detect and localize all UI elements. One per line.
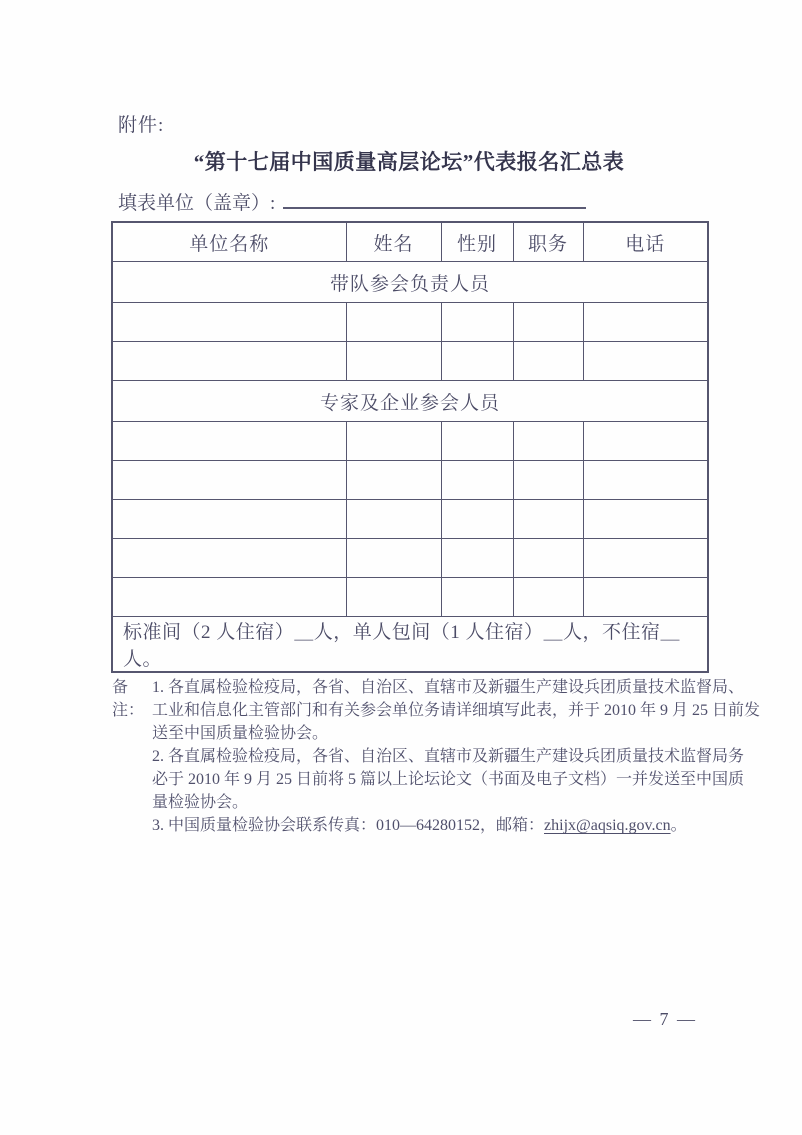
col-header-gender: 性别 [441, 222, 513, 262]
section-leaders-label: 带队参会负责人员 [112, 262, 708, 303]
table-cell [112, 461, 346, 500]
section-experts-label: 专家及企业参会人员 [112, 381, 708, 422]
table-cell [583, 303, 708, 342]
form-unit-blank-field [283, 190, 586, 209]
table-cell [112, 303, 346, 342]
table-cell [112, 342, 346, 381]
table-cell [346, 422, 441, 461]
note-3-text: 3. 中国质量检验协会联系传真：010—64280152，邮箱： [152, 817, 545, 834]
section-row-leaders [112, 262, 708, 303]
col-header-phone: 电话 [583, 222, 708, 262]
table-cell [513, 578, 583, 617]
table-cell [346, 461, 441, 500]
accommodation-text: 标准间（2 人住宿）＿人，单人包间（1 人住宿）＿人，不住宿＿人。 [112, 617, 708, 673]
table-cell [513, 342, 583, 381]
page-number: — 7 — [633, 1009, 697, 1029]
table-cell [112, 578, 346, 617]
table-cell [441, 461, 513, 500]
table-row [112, 500, 708, 539]
table-cell [513, 500, 583, 539]
table-cell [441, 342, 513, 381]
attachment-label: 附件: [118, 115, 165, 136]
registration-table [111, 221, 709, 673]
table-cell [441, 303, 513, 342]
note-1-line-3: 送至中国质量检验协会。 [152, 725, 329, 742]
table-cell [346, 500, 441, 539]
table-row [112, 461, 708, 500]
table-row [112, 303, 708, 342]
table-row [112, 342, 708, 381]
notes-section [112, 676, 761, 837]
form-unit-line [118, 188, 586, 215]
note-3 [152, 814, 760, 837]
notes-label: 备注： [112, 679, 145, 719]
table-cell [346, 342, 441, 381]
note-1-line-1: 1. 各直属检验检疫局，各省、自治区、直辖市及新疆生产建设兵团质量技术监督局、 [152, 679, 745, 696]
table-cell [583, 500, 708, 539]
table-cell [441, 578, 513, 617]
note-2-line-2: 必于 2010 年 9 月 25 日前将 5 篇以上论坛论文（书面及电子文档）一并发送至中国质 [152, 771, 745, 788]
contact-email: zhijx@aqsiq.gov.cn [544, 817, 671, 834]
table-cell [441, 422, 513, 461]
table-row [112, 422, 708, 461]
table-cell [583, 342, 708, 381]
table-cell [513, 303, 583, 342]
note-2-line-3: 量检验协会。 [152, 794, 249, 811]
note-3-suffix: 。 [670, 817, 687, 834]
form-unit-label: 填表单位（盖章）: [118, 193, 276, 214]
table-row [112, 539, 708, 578]
table-cell [112, 422, 346, 461]
table-cell [112, 539, 346, 578]
table-cell [583, 578, 708, 617]
table-cell [346, 303, 441, 342]
notes-body [152, 676, 760, 837]
table-cell [112, 500, 346, 539]
table-cell [583, 422, 708, 461]
col-header-position: 职务 [513, 222, 583, 262]
table-cell [513, 539, 583, 578]
table-header-row [112, 222, 708, 262]
table-cell [441, 539, 513, 578]
accommodation-row [112, 617, 708, 673]
page-title: “第十七届中国质量高层论坛”代表报名汇总表 [193, 150, 625, 174]
col-header-unit-name: 单位名称 [112, 222, 346, 262]
table-cell [346, 539, 441, 578]
table-cell [583, 461, 708, 500]
note-1-line-2: 工业和信息化主管部门和有关参会单位务请详细填写此表，并于 2010 年 9 月 25 日前发 [152, 702, 761, 719]
table-row [112, 578, 708, 617]
section-row-experts [112, 381, 708, 422]
table-cell [441, 500, 513, 539]
col-header-name: 姓名 [346, 222, 441, 262]
table-cell [513, 461, 583, 500]
table-cell [583, 539, 708, 578]
note-2-line-1: 2. 各直属检验检疫局，各省、自治区、直辖市及新疆生产建设兵团质量技术监督局务 [152, 748, 745, 765]
table-cell [346, 578, 441, 617]
table-cell [513, 422, 583, 461]
